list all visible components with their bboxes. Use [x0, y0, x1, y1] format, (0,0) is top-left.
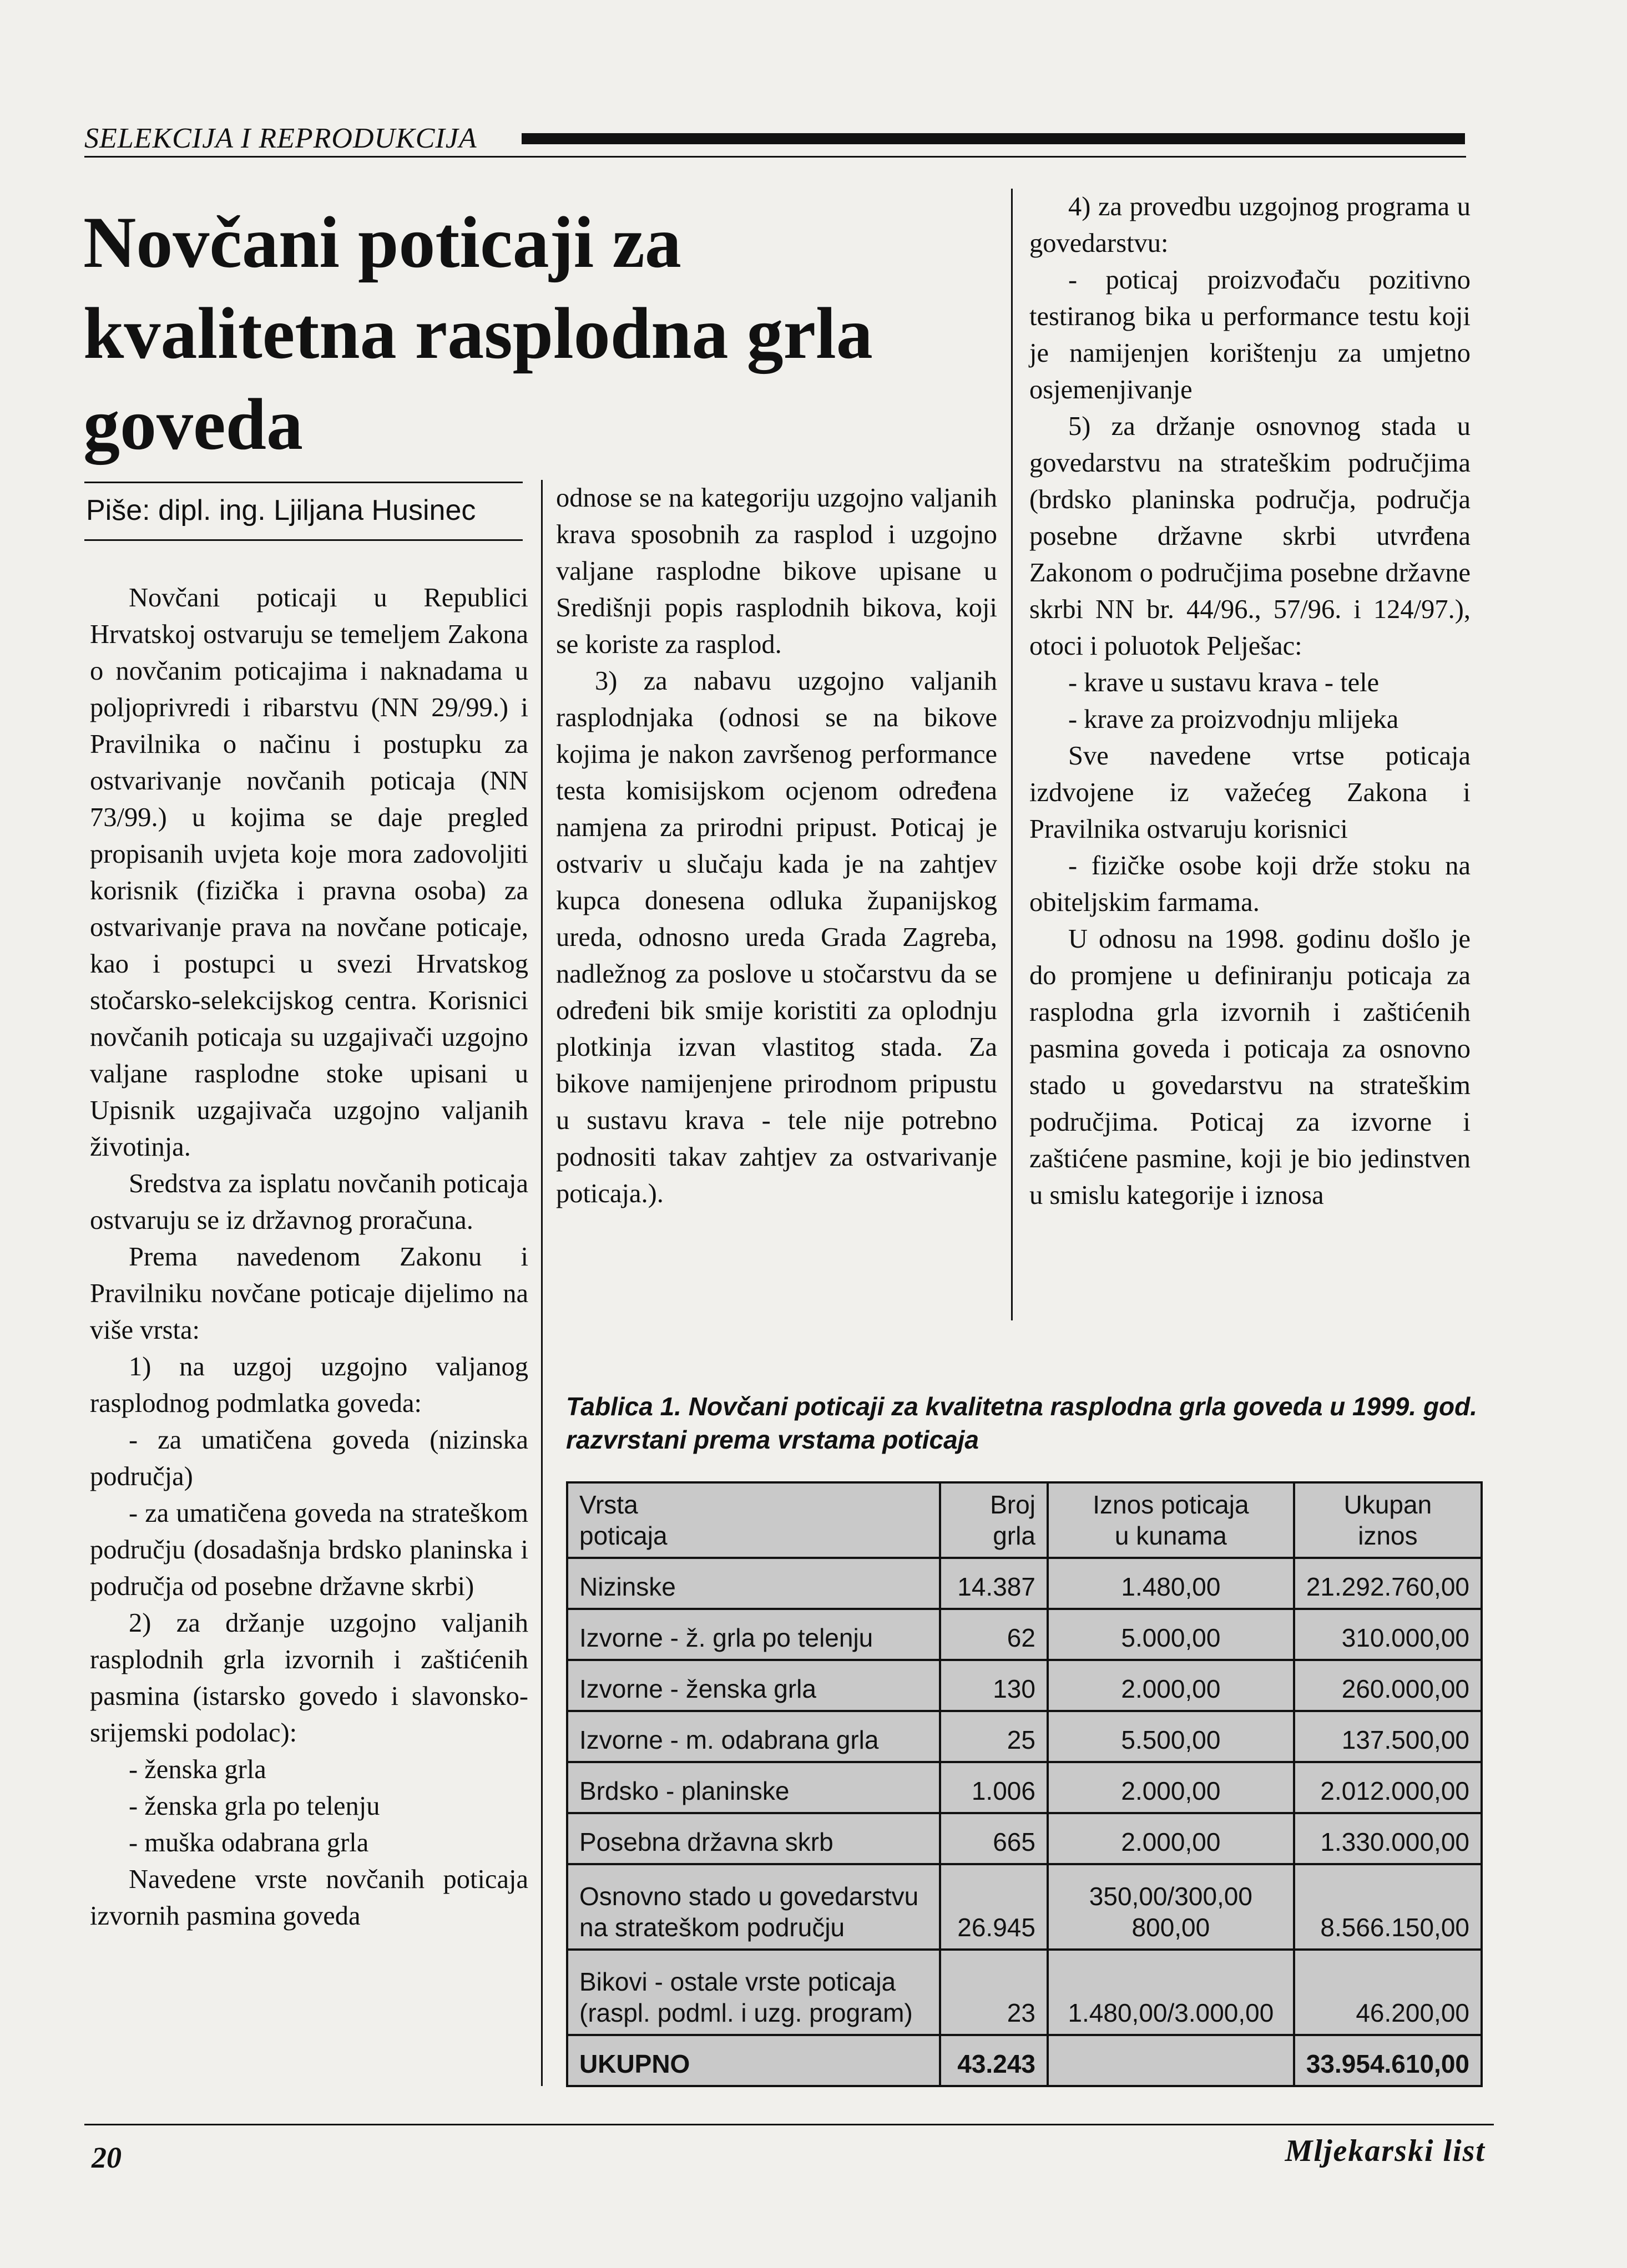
cell-ukupno: 260.000,00	[1294, 1660, 1482, 1711]
paragraph: Sredstva za isplatu novčanih poticaja ostvaruju se iz državnog proračuna.	[90, 1169, 528, 1235]
list-heading: 4) za provedbu uzgojnog programa u govedarstvu:	[1029, 192, 1471, 258]
cell-total-ukupno: 33.954.610,00	[1294, 2035, 1482, 2086]
cell-iznos: 5.500,00	[1048, 1711, 1294, 1762]
cell-iznos: 1.480,00/3.000,00	[1048, 1950, 1294, 2035]
paragraph: Sve navedene vrtse poticaja izdvojene iz važećeg Zakona i Pravilnika ostvaruju korisnici	[1029, 741, 1471, 844]
list-item: - za umatičena goveda na strateškom području (dosadašnja brdsko planinska i područja od posebne državne skrbi)	[90, 1498, 528, 1601]
incentive-table	[566, 1481, 1483, 2087]
cell-iznos: 2.000,00	[1048, 1660, 1294, 1711]
table-total-row	[567, 2035, 1482, 2086]
column-1	[90, 580, 528, 1935]
cell-vrsta: Nizinske	[567, 1558, 940, 1609]
cell-broj: 62	[940, 1609, 1048, 1660]
list-item: - za umatičena goveda (nizinska područja)	[90, 1425, 528, 1491]
list-heading: 3) za nabavu uzgojno valjanih rasplodnjaka (odnosi se na bikove kojima je nakon završenog performance testa komisijskom ocjenom određena namjena za prirodni pripust. Poticaj je ostvariv u slučaju kada je na zahtjev kupca donesena odluka županijskog ureda, odnosno ureda Grada Zagreba, nadležnog za poslove u stočarstvu da se određeni bik smije koristiti za oplodnju plotkinja izvan vlastitog stada. Za bikove namijenjene prirodnom pripustu u sustavu krava - tele nije potrebno podnositi takav zahtjev za ostvarivanje poticaja.).	[556, 666, 997, 1208]
list-heading: 1) na uzgoj uzgojno valjanog rasplodnog podmlatka goveda:	[90, 1352, 528, 1418]
cell-vrsta: Izvorne - m. odabrana grla	[567, 1711, 940, 1762]
cell-vrsta: Posebna državna skrb	[567, 1813, 940, 1864]
paragraph: Novčani poticaji u Republici Hrvatskoj ostvaruju se temeljem Zakona o novčanim poticajima i naknadama u poljoprivredi i ribarstvu (NN 29/99.) i Pravilnika o načinu i postupku za ostvarivanje novčanih poticaja (NN 73/99.) u kojima se daje pregled propisanih uvjeta koje mora zadovoljiti korisnik (fizička i pravna osoba) za ostvarivanje prava na novčane poticaje, kao i postupci u svezi Hrvatskog stočarsko-selekcijskog centra. Korisnici novčanih poticaja su uzgajivači uzgojno valjane rasplodne stoke upisani u Upisnik uzgajivača uzgojno valjanih životinja.	[90, 583, 528, 1162]
footer-rule	[84, 2124, 1494, 2125]
header-ukupno: Ukupan iznos	[1294, 1482, 1482, 1558]
column-3	[1029, 189, 1471, 1214]
cell-ukupno: 8.566.150,00	[1294, 1864, 1482, 1950]
cell-broj: 665	[940, 1813, 1048, 1864]
column-divider	[1011, 189, 1013, 1320]
cell-broj: 14.387	[940, 1558, 1048, 1609]
list-item: - ženska grla	[129, 1755, 266, 1784]
table-row	[567, 1762, 1482, 1813]
list-item: - poticaj proizvođaču pozitivno testiranog bika u performance testu koji je namijenjen korištenju za umjetno osjemenjivanje	[1029, 265, 1471, 404]
cell-ukupno: 46.200,00	[1294, 1950, 1482, 2035]
cell-ukupno: 1.330.000,00	[1294, 1813, 1482, 1864]
list-heading: 5) za držanje osnovnog stada u govedarstvu na strateškim područjima (brdsko planinska područja, područja posebne državne skrbi utvrđena Zakonom o područjima posebne državne skrbi NN br. 44/96., 57/96. i 124/97.), otoci i poluotok Pelješac:	[1029, 412, 1471, 661]
paragraph: Navedene vrste novčanih poticaja izvornih pasmina goveda	[90, 1865, 528, 1931]
paragraph: odnose se na kategoriju uzgojno valjanih krava sposobnih za rasplod i uzgojno valjane rasplodne bikove upisane u Središnji popis rasplodnih bikova, koji se koriste za rasplod.	[556, 483, 997, 659]
byline-rule-bottom	[84, 539, 523, 541]
table-row	[567, 1609, 1482, 1660]
table-row	[567, 1558, 1482, 1609]
table-row	[567, 1864, 1482, 1950]
table-row	[567, 1711, 1482, 1762]
cell-broj: 26.945	[940, 1864, 1048, 1950]
table-row	[567, 1660, 1482, 1711]
cell-total-iznos	[1048, 2035, 1294, 2086]
list-item: - krave u sustavu krava - tele	[1068, 668, 1380, 697]
publication-name: Mljekarski list	[1285, 2134, 1485, 2168]
cell-vrsta: Izvorne - ženska grla	[567, 1660, 940, 1711]
cell-broj: 1.006	[940, 1762, 1048, 1813]
cell-ukupno: 21.292.760,00	[1294, 1558, 1482, 1609]
section-rule	[522, 133, 1465, 144]
byline: Piše: dipl. ing. Ljiljana Husinec	[86, 494, 476, 526]
byline-rule-top	[84, 482, 523, 483]
cell-vrsta: Izvorne - ž. grla po telenju	[567, 1609, 940, 1660]
cell-iznos: 1.480,00	[1048, 1558, 1294, 1609]
cell-iznos: 2.000,00	[1048, 1813, 1294, 1864]
list-item: - krave za proizvodnju mlijeka	[1068, 705, 1399, 734]
cell-ukupno: 2.012.000,00	[1294, 1762, 1482, 1813]
cell-iznos: 350,00/300,00 800,00	[1048, 1864, 1294, 1950]
article-title: Novčani poticaji za kvalitetna rasplodna grla goveda	[83, 201, 873, 465]
paragraph: U odnosu na 1998. godinu došlo je do promjene u definiranju poticaja za rasplodna grla izvornih i zaštićenih pasmina goveda i poticaja za osnovno stado u govedarstvu na strateškim područjima. Poticaj za izvorne i zaštićene pasmine, koji je bio jedinstven u smislu kategorije i iznosa	[1029, 924, 1471, 1210]
section-rule-thin	[84, 156, 1466, 158]
list-heading: 2) za držanje uzgojno valjanih rasplodnih grla izvornih i zaštićenih pasmina (istarsko govedo i slavonsko-srijemski podolac):	[90, 1608, 528, 1748]
cell-ukupno: 137.500,00	[1294, 1711, 1482, 1762]
cell-vrsta: Bikovi - ostale vrste poticaja (raspl. podml. i uzg. program)	[567, 1950, 940, 2035]
header-iznos: Iznos poticaja u kunama	[1048, 1482, 1294, 1558]
cell-vrsta: Brdsko - planinske	[567, 1762, 940, 1813]
cell-total-broj: 43.243	[940, 2035, 1048, 2086]
header-broj: Broj grla	[940, 1482, 1048, 1558]
column-2	[556, 480, 997, 1212]
cell-ukupno: 310.000,00	[1294, 1609, 1482, 1660]
list-item: - muška odabrana grla	[129, 1828, 369, 1857]
list-item: - fizičke osobe koji drže stoku na obiteljskim farmama.	[1029, 851, 1471, 917]
cell-broj: 23	[940, 1950, 1048, 2035]
section-label: SELEKCIJA I REPRODUKCIJA	[84, 123, 477, 154]
cell-vrsta: Osnovno stado u govedarstvu na strateškom području	[567, 1864, 940, 1950]
table-caption: Tablica 1. Novčani poticaji za kvalitetna rasplodna grla goveda u 1999. god. razvrstani prema vrstama poticaja	[566, 1392, 1478, 1454]
cell-broj: 25	[940, 1711, 1048, 1762]
column-divider	[541, 480, 543, 2086]
table-row	[567, 1950, 1482, 2035]
cell-broj: 130	[940, 1660, 1048, 1711]
cell-iznos: 2.000,00	[1048, 1762, 1294, 1813]
paragraph: Prema navedenom Zakonu i Pravilniku novčane poticaje dijelimo na više vrsta:	[90, 1242, 528, 1345]
page-number: 20	[92, 2141, 122, 2174]
cell-iznos: 5.000,00	[1048, 1609, 1294, 1660]
table-header-row	[567, 1482, 1482, 1558]
list-item: - ženska grla po telenju	[129, 1791, 380, 1821]
header-vrsta: Vrsta poticaja	[567, 1482, 940, 1558]
table-row	[567, 1813, 1482, 1864]
cell-total-label: UKUPNO	[567, 2035, 940, 2086]
table-container	[566, 1481, 1483, 2087]
